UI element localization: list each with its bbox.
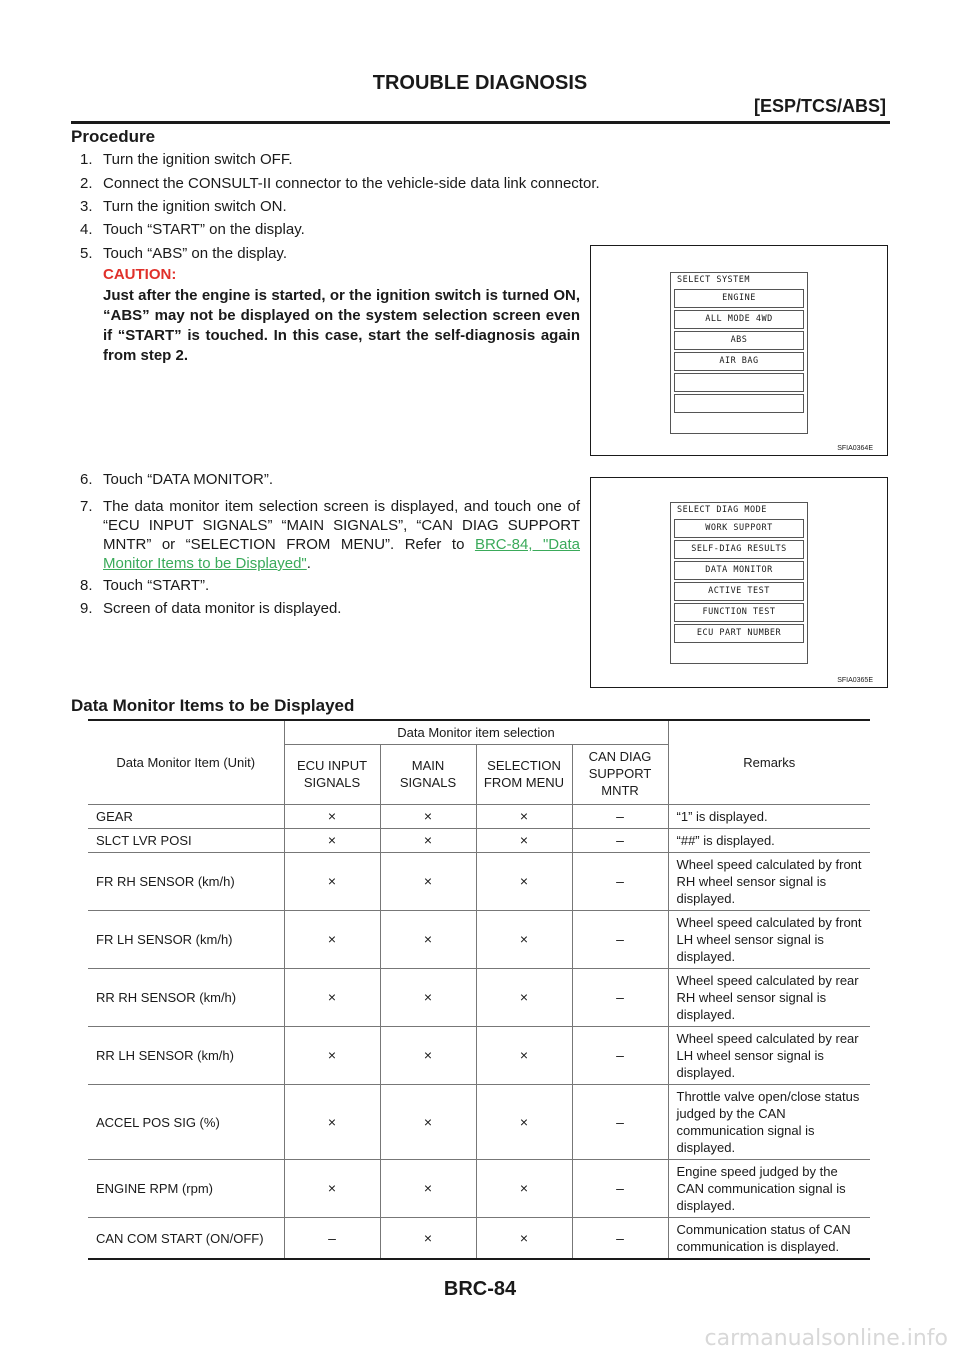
mark-cell: × — [284, 853, 380, 911]
select-system-illustration — [590, 245, 888, 456]
item-cell: RR LH SENSOR (km/h) — [88, 1027, 284, 1085]
mark-cell: × — [380, 853, 476, 911]
screen-menu-item: ACTIVE TEST — [674, 582, 804, 601]
procedure-step: 8. Touch “START”. — [80, 577, 210, 594]
mark-cell: × — [284, 969, 380, 1027]
table-row — [88, 969, 870, 1027]
item-cell: RR RH SENSOR (km/h) — [88, 969, 284, 1027]
table-row — [88, 829, 870, 853]
column-header-selection-from-menu: SELECTION FROM MENU — [476, 745, 572, 805]
screen-menu-item: WORK SUPPORT — [674, 519, 804, 538]
data-monitor-items-link[interactable]: BRC-84, "Data Monitor Items to be Displayed" — [103, 536, 580, 572]
mark-cell: × — [476, 969, 572, 1027]
item-cell: ENGINE RPM (rpm) — [88, 1160, 284, 1218]
screen-menu-item: DATA MONITOR — [674, 561, 804, 580]
table-row — [88, 1085, 870, 1160]
remarks-cell: Wheel speed calculated by rear LH wheel sensor signal is displayed. — [668, 1027, 870, 1085]
mark-cell: × — [284, 911, 380, 969]
procedure-heading: Procedure — [71, 127, 156, 146]
table-row — [88, 1218, 870, 1260]
procedure-step: 4. Touch “START” on the display. — [80, 221, 305, 238]
mark-cell: – — [572, 805, 668, 829]
column-header-selection: Data Monitor item selection — [284, 720, 668, 745]
screen-menu-item: AIR BAG — [674, 352, 804, 371]
table-row — [88, 805, 870, 829]
figure-code: SFIA0365E — [837, 677, 873, 684]
column-header-ecu-input: ECU INPUT SIGNALS — [284, 745, 380, 805]
mark-cell: × — [476, 805, 572, 829]
select-diag-mode-illustration — [590, 477, 888, 688]
screen-menu-item: ECU PART NUMBER — [674, 624, 804, 643]
item-cell: GEAR — [88, 805, 284, 829]
mark-cell: × — [380, 805, 476, 829]
procedure-step: 5. Touch “ABS” on the display. — [80, 245, 287, 262]
mark-cell: × — [476, 1160, 572, 1218]
mark-cell: – — [572, 853, 668, 911]
mark-cell: × — [284, 1160, 380, 1218]
mark-cell: × — [284, 1027, 380, 1085]
mark-cell: × — [284, 805, 380, 829]
mark-cell: – — [572, 829, 668, 853]
remarks-cell: “##” is displayed. — [668, 829, 870, 853]
page-number: BRC-84 — [443, 1278, 517, 1300]
table-row — [88, 1160, 870, 1218]
header-divider — [71, 121, 890, 124]
mark-cell: × — [476, 1218, 572, 1260]
mark-cell: × — [476, 1085, 572, 1160]
procedure-step: 2. Connect the CONSULT-II connector to the vehicle-side data link connector. — [80, 175, 600, 192]
data-monitor-table — [88, 719, 870, 1260]
caution-text: Just after the engine is started, or the ignition switch is turned ON, “ABS” may not be displayed on the system selection screen even if “START” is touched. In this case, start the self-diagnosis again from step 2. — [103, 287, 580, 364]
remarks-cell: Throttle valve open/close status judged by the CAN communication signal is displayed. — [668, 1085, 870, 1160]
caution-label: CAUTION: — [103, 266, 177, 283]
mark-cell: – — [572, 1085, 668, 1160]
mark-cell: × — [476, 829, 572, 853]
item-cell: ACCEL POS SIG (%) — [88, 1085, 284, 1160]
table-row — [88, 1027, 870, 1085]
mark-cell: – — [572, 1027, 668, 1085]
procedure-step: 9. Screen of data monitor is displayed. — [80, 600, 342, 617]
screen-menu-item: FUNCTION TEST — [674, 603, 804, 622]
mark-cell: – — [572, 969, 668, 1027]
procedure-step: 1. Turn the ignition switch OFF. — [80, 151, 293, 168]
column-header-can-diag: CAN DIAG SUPPORT MNTR — [572, 745, 668, 805]
figure-code: SFIA0364E — [837, 445, 873, 452]
mark-cell: – — [572, 1160, 668, 1218]
procedure-step: 7. The data monitor item selection screen is displayed, and touch one of “ECU INPUT SIGNALS” “MAIN SIGNALS”, “CAN DIAG SUPPORT MNTR” or “SELECTION FROM MENU”. Refer to BRC-84, "Data Monitor Items to be Displayed". — [80, 498, 580, 572]
table-row — [88, 911, 870, 969]
mark-cell: × — [476, 853, 572, 911]
table-row — [88, 853, 870, 911]
mark-cell: × — [380, 1085, 476, 1160]
item-cell: FR RH SENSOR (km/h) — [88, 853, 284, 911]
screen-menu-item: ALL MODE 4WD — [674, 310, 804, 329]
remarks-cell: Wheel speed calculated by rear RH wheel sensor signal is displayed. — [668, 969, 870, 1027]
screen-title: SELECT DIAG MODE — [677, 505, 767, 515]
mark-cell: × — [380, 911, 476, 969]
item-cell: SLCT LVR POSI — [88, 829, 284, 853]
mark-cell: × — [380, 969, 476, 1027]
consult-screen — [670, 272, 808, 434]
screen-menu-item: SELF-DIAG RESULTS — [674, 540, 804, 559]
procedure-step: 6. Touch “DATA MONITOR”. — [80, 471, 274, 488]
remarks-cell: Wheel speed calculated by front LH wheel sensor signal is displayed. — [668, 911, 870, 969]
screen-menu-item: ENGINE — [674, 289, 804, 308]
consult-screen — [670, 502, 808, 664]
procedure-step: 3. Turn the ignition switch ON. — [80, 198, 287, 215]
remarks-cell: Wheel speed calculated by front RH wheel sensor signal is displayed. — [668, 853, 870, 911]
screen-title: SELECT SYSTEM — [677, 275, 751, 285]
section-label: [ESP/TCS/ABS] — [753, 96, 886, 116]
remarks-cell: Communication status of CAN communication is displayed. — [668, 1218, 870, 1260]
screen-menu-item — [674, 394, 804, 413]
mark-cell: × — [380, 829, 476, 853]
mark-cell: – — [572, 911, 668, 969]
mark-cell: – — [284, 1218, 380, 1260]
screen-menu-item: ABS — [674, 331, 804, 350]
remarks-cell: “1” is displayed. — [668, 805, 870, 829]
item-cell: CAN COM START (ON/OFF) — [88, 1218, 284, 1260]
mark-cell: × — [380, 1218, 476, 1260]
item-cell: FR LH SENSOR (km/h) — [88, 911, 284, 969]
remarks-cell: Engine speed judged by the CAN communication signal is displayed. — [668, 1160, 870, 1218]
watermark: carmanualsonline.info — [704, 1326, 948, 1351]
mark-cell: × — [284, 1085, 380, 1160]
mark-cell: × — [380, 1027, 476, 1085]
screen-menu-item — [674, 373, 804, 392]
page-title: TROUBLE DIAGNOSIS — [372, 72, 588, 94]
column-header-main-signals: MAIN SIGNALS — [380, 745, 476, 805]
column-header-remarks: Remarks — [668, 720, 870, 805]
mark-cell: × — [380, 1160, 476, 1218]
column-header-item: Data Monitor Item (Unit) — [88, 720, 284, 805]
data-monitor-heading: Data Monitor Items to be Displayed — [71, 696, 355, 715]
mark-cell: × — [476, 1027, 572, 1085]
mark-cell: × — [476, 911, 572, 969]
mark-cell: × — [284, 829, 380, 853]
mark-cell: – — [572, 1218, 668, 1260]
